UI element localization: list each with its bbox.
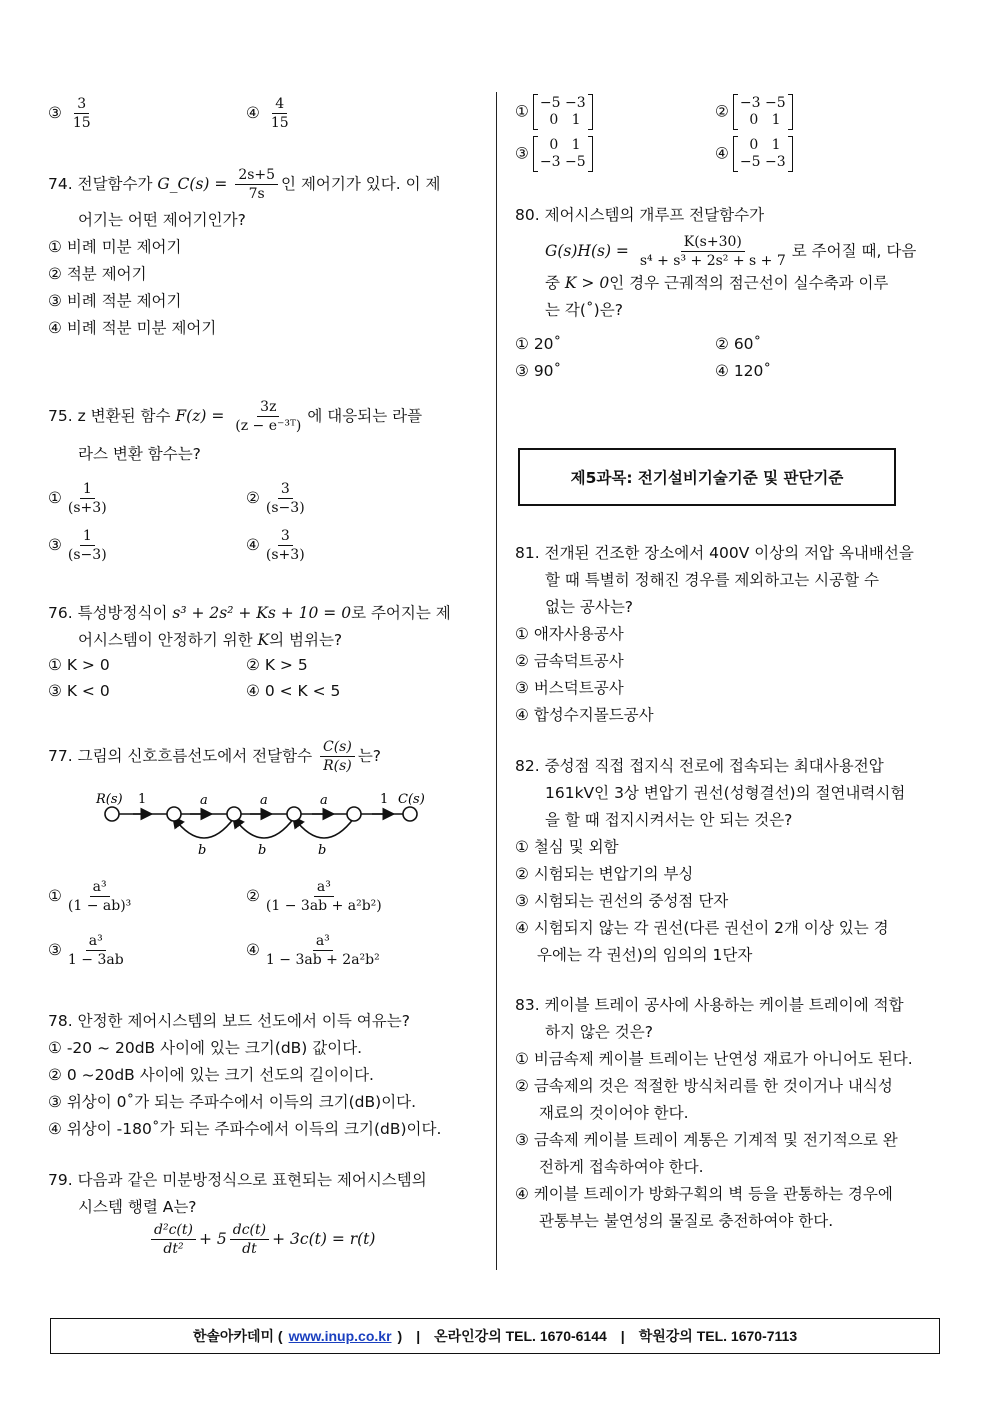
question-82: 82. 중성점 직접 접지식 전로에 접속되는 최대사용전압 161kV인 3상 변압기 권선(성형결선)의 절연내력시험 을 할 때 접지시켜서는 안 되는 것은? ① 철심 및 외함 ② 시험되는 변압기의 부싱 ③ 시험되는 권선의 중성점 단자 ④ 시험되지 않는 각 권선(다른 권선이 2개 이상 있는 경 우에는 각 권선)의 임의의 1단자 — [515, 753, 945, 969]
feedback-label: b — [198, 843, 207, 858]
gain-label: 1 — [138, 792, 147, 807]
question-number: 75. — [48, 407, 73, 425]
q73-option-3 — [48, 95, 97, 132]
column-divider — [496, 92, 497, 1270]
option: ④ 케이블 트레이가 방화구획의 벽 등을 관통하는 경우에 — [515, 1185, 893, 1203]
option: ① 애자사용공사 — [515, 625, 624, 643]
node — [347, 807, 361, 821]
math-expression: s³ + 2s² + Ks + 10 = 0 — [172, 604, 352, 622]
node — [167, 807, 181, 821]
q77-option-4: ④ $\frac{\text{a³}}{\text{1 − 3ab + 2a²b²}}$ — [246, 933, 380, 968]
question-number: 74. — [48, 175, 73, 193]
feedback-label: b — [258, 843, 267, 858]
subject-heading: 제5과목: 전기설비기술기준 및 판단기준 — [518, 448, 896, 506]
q76-option-3: ③ K < 0 — [48, 682, 110, 700]
gain-label: 1 — [380, 792, 389, 807]
output-label: C(s) — [398, 792, 425, 807]
node — [287, 807, 301, 821]
question-83: 83. 케이블 트레이 공사에 사용하는 케이블 트레이에 적합 하지 않은 것은? ① 비금속제 케이블 트레이는 난연성 재료가 아니어도 된다. ② 금속제의 것은 적절한 방식처리를 한 것이거나 내식성 재료의 것이어야 한다. ③ 금속제 케이블 트레이 계통은 기계적 및 전기적으로 완 전하게 접속하여야 한다. ④ 케이블 트레이가 방화구획의 벽 등을 관통하는 경우에 관통부는 불연성의 물질로 충전하여야 한다. — [515, 992, 945, 1235]
differential-equation: $\frac{\text{d²c(t)}}{\text{dt²}}$ + 5 $\frac{dc(t)}{dt}$ + 3c(t) = r(t) — [48, 1221, 478, 1258]
question-74: 74. 전달함수가 G_C(s) = $\frac{2s+5}{7s}$ 인 제어기가 있다. 이 제 어기는 어떤 제어기인가? ① 비례 미분 제어기 ② 적분 제어기 ③ 비례 적분 제어기 ④ 비례 적분 미분 제어기 — [48, 166, 478, 342]
option: ② 금속덕트공사 — [515, 652, 624, 670]
q73-option-4 — [246, 95, 295, 132]
feedback-loop-1 — [174, 818, 234, 838]
question-81: 81. 전개된 건조한 장소에서 400V 이상의 저압 옥내배선을 할 때 특별히 정해진 경우를 제외하고는 시공할 수 없는 공사는? ① 애자사용공사 ② 금속덕트공사 ③ 버스덕트공사 ④ 합성수지몰드공사 — [515, 540, 945, 729]
offline-phone: 학원강의 TEL. 1670-7113 — [638, 1328, 798, 1344]
q80-option-3: ③ 90˚ — [515, 362, 562, 380]
option: ③ 비례 적분 제어기 — [48, 292, 182, 310]
question-number: 80. — [515, 206, 540, 224]
option: ① 철심 및 외함 — [515, 838, 619, 856]
fraction: $\frac{3}{15}$ — [72, 96, 91, 131]
feedback-loop-3 — [294, 818, 354, 838]
fraction: $\frac{2s+5}{7s}$ — [235, 166, 278, 203]
question-number: 82. — [515, 757, 540, 775]
q76-option-4: ④ 0 < K < 5 — [246, 682, 341, 700]
option: ② 적분 제어기 — [48, 265, 147, 283]
question-78: 78. 안정한 제어시스템의 보드 선도에서 이득 여유는? ① -20 ~ 20dB 사이에 있는 크기(dB) 값이다. ② 0 ~20dB 사이에 있는 크기 선도의 길이이다. ③ 위상이 0˚가 되는 주파수에서 이득의 크기(dB)이다. ④ 위상이 -180˚가 되는 주파수에서 이득의 크기(dB)이다. — [48, 1008, 478, 1143]
question-number: 76. — [48, 604, 73, 622]
option: ② 시험되는 변압기의 부싱 — [515, 865, 694, 883]
feedback-label: b — [318, 843, 327, 858]
signal-flow-graph — [88, 790, 438, 870]
option: ④ 비례 적분 미분 제어기 — [48, 319, 217, 337]
gain-label: a — [200, 793, 208, 808]
q79-option-1: ① −5 −3 0 1 — [515, 94, 593, 130]
q76-option-1: ① K > 0 — [48, 656, 110, 674]
question-number: 78. — [48, 1012, 73, 1030]
q80-option-4: ④ 120˚ — [715, 362, 772, 380]
q80-option-1: ① 20˚ — [515, 335, 562, 353]
q77-option-1: ① $\frac{\text{a³}}{\text{(1 − ab)³}}$ — [48, 879, 132, 914]
website-link[interactable]: www.inup.co.kr — [288, 1328, 392, 1344]
question-79: 79. 다음과 같은 미분방정식으로 표현되는 제어시스템의 시스템 행렬 A는? $\frac{\text{d²c(t)}}{\text{dt²}}$ + 5 $\frac{dc(t)}{dt}$ + 3c(t) = r(t) — [48, 1167, 478, 1258]
academy-name: 한솔아카데미 ( — [192, 1328, 283, 1344]
q75-option-3: ③ $\frac{1}{(s-3)}$ — [48, 528, 107, 563]
q75-option-1: ① $\frac{1}{(s+3)}$ — [48, 481, 107, 516]
q79-option-3: ③ 0 1 −3 −5 — [515, 136, 593, 172]
option: ① -20 ~ 20dB 사이에 있는 크기(dB) 값이다. — [48, 1039, 363, 1057]
math-expression: G(s)H(s) = — [545, 242, 629, 260]
matrix: −3 −5 0 1 — [733, 94, 793, 130]
matrix: 0 1 −3 −5 — [533, 136, 593, 172]
node — [227, 807, 241, 821]
node — [105, 807, 119, 821]
q79-option-4: ④ 0 1 −5 −3 — [715, 136, 793, 172]
math-expression: G_C(s) = — [157, 175, 228, 193]
question-number: 81. — [515, 544, 540, 562]
fraction: $\frac{4}{15}$ — [270, 96, 289, 131]
option: ① 비례 미분 제어기 — [48, 238, 182, 256]
option: ② 0 ~20dB 사이에 있는 크기 선도의 길이이다. — [48, 1066, 374, 1084]
question-number: 83. — [515, 996, 540, 1014]
footer: 한솔아카데미 ( www.inup.co.kr ) | 온라인강의 TEL. 1670-6144 | 학원강의 TEL. 1670-7113 — [50, 1318, 940, 1354]
feedback-loop-2 — [234, 818, 294, 838]
option: ④ 합성수지몰드공사 — [515, 706, 654, 724]
option: ① 비금속제 케이블 트레이는 난연성 재료가 아니어도 된다. — [515, 1050, 913, 1068]
question-75: 75. z 변환된 함수 F(z) = $\frac{3z}{\text{(z − e⁻³ᵀ)}}$ 에 대응되는 라플 라스 변환 함수는? — [48, 399, 423, 463]
gain-label: a — [320, 793, 328, 808]
input-label: R(s) — [96, 792, 123, 807]
fraction: $\frac{C(s)}{R(s)}$ — [320, 738, 355, 775]
node — [403, 807, 417, 821]
option: ③ 버스덕트공사 — [515, 679, 624, 697]
q75-option-2: ② $\frac{3}{(s-3)}$ — [246, 481, 305, 516]
option: ④ 시험되지 않는 각 권선(다른 권선이 2개 이상 있는 경 — [515, 919, 889, 937]
option: ③ 위상이 0˚가 되는 주파수에서 이득의 크기(dB)이다. — [48, 1093, 417, 1111]
option: ④ 위상이 -180˚가 되는 주파수에서 이득의 크기(dB)이다. — [48, 1120, 442, 1138]
option: ③ 금속제 케이블 트레이 계통은 기계적 및 전기적으로 완 — [515, 1131, 898, 1149]
q76-option-2: ② K > 5 — [246, 656, 308, 674]
option-mark: ④ — [246, 104, 260, 122]
fraction: $\frac{3z}{\text{(z − e⁻³ᵀ)}}$ — [235, 399, 302, 434]
separator: | — [620, 1328, 625, 1344]
option: ② 금속제의 것은 적절한 방식처리를 한 것이거나 내식성 — [515, 1077, 893, 1095]
fraction: $\frac{K(s+30)}{\text{s⁴ + s³ + 2s² + s + 7}}$ — [639, 234, 786, 269]
online-phone: 온라인강의 TEL. 1670-6144 — [434, 1328, 607, 1344]
question-76: 76. 특성방정식이 s³ + 2s² + Ks + 10 = 0로 주어지는 제 어시스템이 안정하기 위한 K의 범위는? — [48, 604, 451, 649]
matrix: −5 −3 0 1 — [533, 94, 593, 130]
question-80: 80. 제어시스템의 개루프 전달함수가 G(s)H(s) = $\frac{K(s+30)}{\text{s⁴ + s³ + 2s² + s + 7}}$ 로 주어질 때, 다음 중 K > 0인 경우 근궤적의 점근선이 실수축과 이루 는 각(˚)은? — [515, 206, 917, 319]
q79-option-2: ② −3 −5 0 1 — [715, 94, 793, 130]
option: ③ 시험되는 권선의 중성점 단자 — [515, 892, 729, 910]
matrix: 0 1 −5 −3 — [733, 136, 793, 172]
option-mark: ③ — [48, 104, 62, 122]
separator: | — [416, 1328, 421, 1344]
question-number: 79. — [48, 1171, 73, 1189]
gain-label: a — [260, 793, 268, 808]
q77-option-2: ② $\frac{\text{a³}}{\text{(1 − 3ab + a²b²)}}$ — [246, 879, 382, 914]
q75-option-4: ④ $\frac{3}{(s+3)}$ — [246, 528, 305, 563]
question-number: 77. — [48, 747, 73, 765]
q80-option-2: ② 60˚ — [715, 335, 762, 353]
q77-option-3: ③ $\frac{\text{a³}}{1 - 3ab}$ — [48, 933, 124, 968]
question-77: 77. 그림의 신호흐름선도에서 전달함수 $\frac{C(s)}{R(s)}$ 는? — [48, 739, 382, 774]
math-expression: F(z) = — [175, 407, 225, 425]
